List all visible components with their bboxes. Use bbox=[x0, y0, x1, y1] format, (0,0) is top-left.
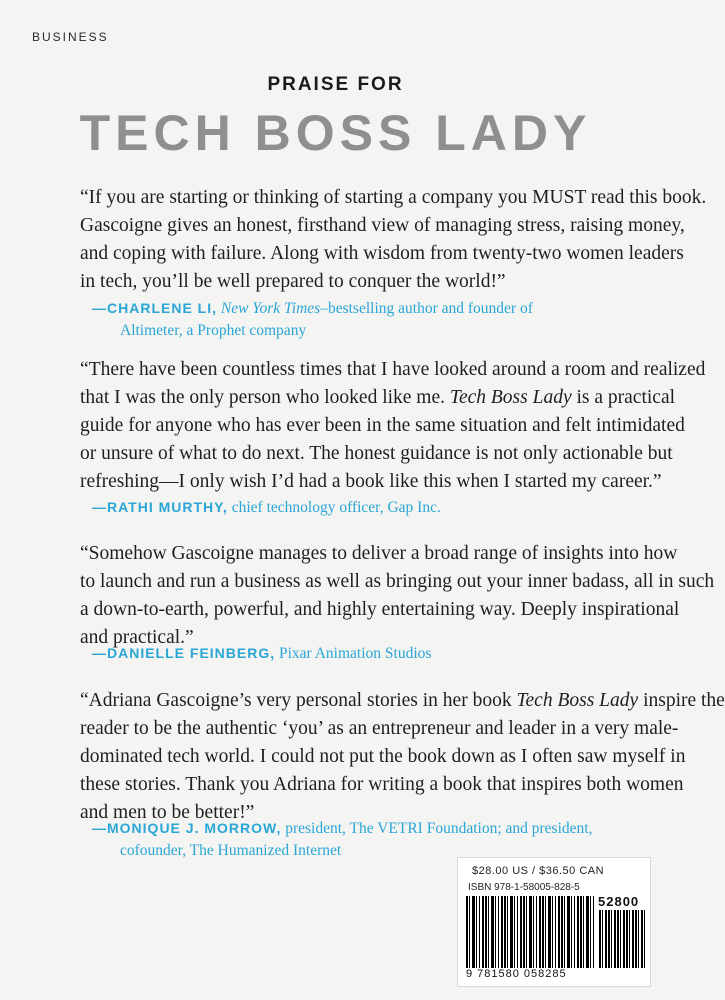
attribution-1 bbox=[92, 297, 533, 342]
quote-line-tail: inspire the bbox=[638, 690, 725, 711]
attribution-desc: president, The VETRI Foundation; and president, bbox=[281, 820, 593, 837]
barcode-box bbox=[457, 857, 651, 987]
quote-line-start: “Adriana Gascoigne’s very personal stories in her book bbox=[80, 690, 512, 711]
attribution-name: —CHARLENE LI, bbox=[92, 300, 217, 316]
quote-line: guide for anyone who has ever been in the same situation and felt intimidated bbox=[80, 415, 685, 436]
attribution-4 bbox=[92, 817, 592, 862]
attribution-name: —MONIQUE J. MORROW, bbox=[92, 820, 282, 836]
quote-line: or unsure of what to do next. The honest guidance is not only actionable but bbox=[80, 443, 673, 464]
attribution-desc: –bestselling author and founder of bbox=[320, 300, 533, 317]
quote-line: and coping with failure. Along with wisdom from twenty-two women leaders bbox=[80, 243, 684, 264]
attribution-desc: chief technology officer, Gap Inc. bbox=[227, 499, 441, 516]
isbn-label: ISBN 978-1-58005-828-5 bbox=[468, 882, 580, 893]
quote-2 bbox=[80, 356, 706, 496]
book-title: TECH BOSS LADY bbox=[79, 105, 592, 161]
barcode-digits: 9 781580 058285 bbox=[466, 968, 567, 980]
attribution-desc: Pixar Animation Studios bbox=[275, 645, 432, 662]
quote-line bbox=[80, 384, 676, 412]
quote-line: these stories. Thank you Adriana for writing a book that inspires both women bbox=[80, 774, 684, 795]
quote-line-tail: is a practical bbox=[571, 387, 676, 408]
quote-4 bbox=[80, 687, 725, 827]
attribution-name: —DANIELLE FEINBERG, bbox=[92, 645, 276, 661]
quote-line-start: that I was the only person who looked like me. bbox=[80, 387, 446, 408]
quote-line: a down-to-earth, powerful, and highly entertaining way. Deeply inspirational bbox=[80, 599, 680, 620]
attribution-3 bbox=[92, 642, 431, 665]
attribution-name: —RATHI MURTHY, bbox=[92, 499, 228, 515]
quote-line bbox=[80, 687, 725, 715]
quote-line: to launch and run a business as well as bringing out your inner badass, all in such bbox=[80, 571, 715, 592]
quote-line: and practical.” bbox=[80, 627, 194, 648]
price-label: $28.00 US / $36.50 CAN bbox=[472, 865, 605, 877]
quote-3 bbox=[80, 540, 715, 652]
category-label: BUSINESS bbox=[32, 30, 109, 44]
barcode-bars bbox=[466, 896, 594, 968]
quote-line: refreshing—I only wish I’d had a book like this when I started my career.” bbox=[80, 471, 662, 492]
attribution-desc: cofounder, The Humanized Internet bbox=[120, 842, 342, 859]
quote-1 bbox=[80, 184, 707, 296]
quote-line: Gascoigne gives an honest, firsthand view of managing stress, raising money, bbox=[80, 215, 685, 236]
book-title-italic: Tech Boss Lady bbox=[516, 690, 639, 711]
quote-line: in tech, you’ll be well prepared to conquer the world!” bbox=[80, 271, 506, 292]
attribution-publication: New York Times bbox=[220, 300, 321, 317]
barcode-addon-bars bbox=[599, 910, 645, 968]
quote-line: “Somehow Gascoigne manages to deliver a broad range of insights into how bbox=[80, 543, 678, 564]
quote-line: and men to be better!” bbox=[80, 802, 255, 823]
book-title-italic: Tech Boss Lady bbox=[449, 387, 572, 408]
quote-line: dominated tech world. I could not put the book down as I often saw myself in bbox=[80, 746, 686, 767]
praise-heading: PRAISE FOR bbox=[267, 74, 404, 95]
quote-line: reader to be the authentic ‘you’ as an entrepreneur and leader in a very male- bbox=[80, 718, 679, 739]
barcode-addon-number: 52800 bbox=[598, 894, 640, 909]
quote-line: “There have been countless times that I have looked around a room and realized bbox=[80, 359, 706, 380]
quote-line: “If you are starting or thinking of starting a company you MUST read this book. bbox=[80, 187, 707, 208]
attribution-desc: Altimeter, a Prophet company bbox=[120, 322, 307, 339]
attribution-2 bbox=[92, 496, 441, 519]
